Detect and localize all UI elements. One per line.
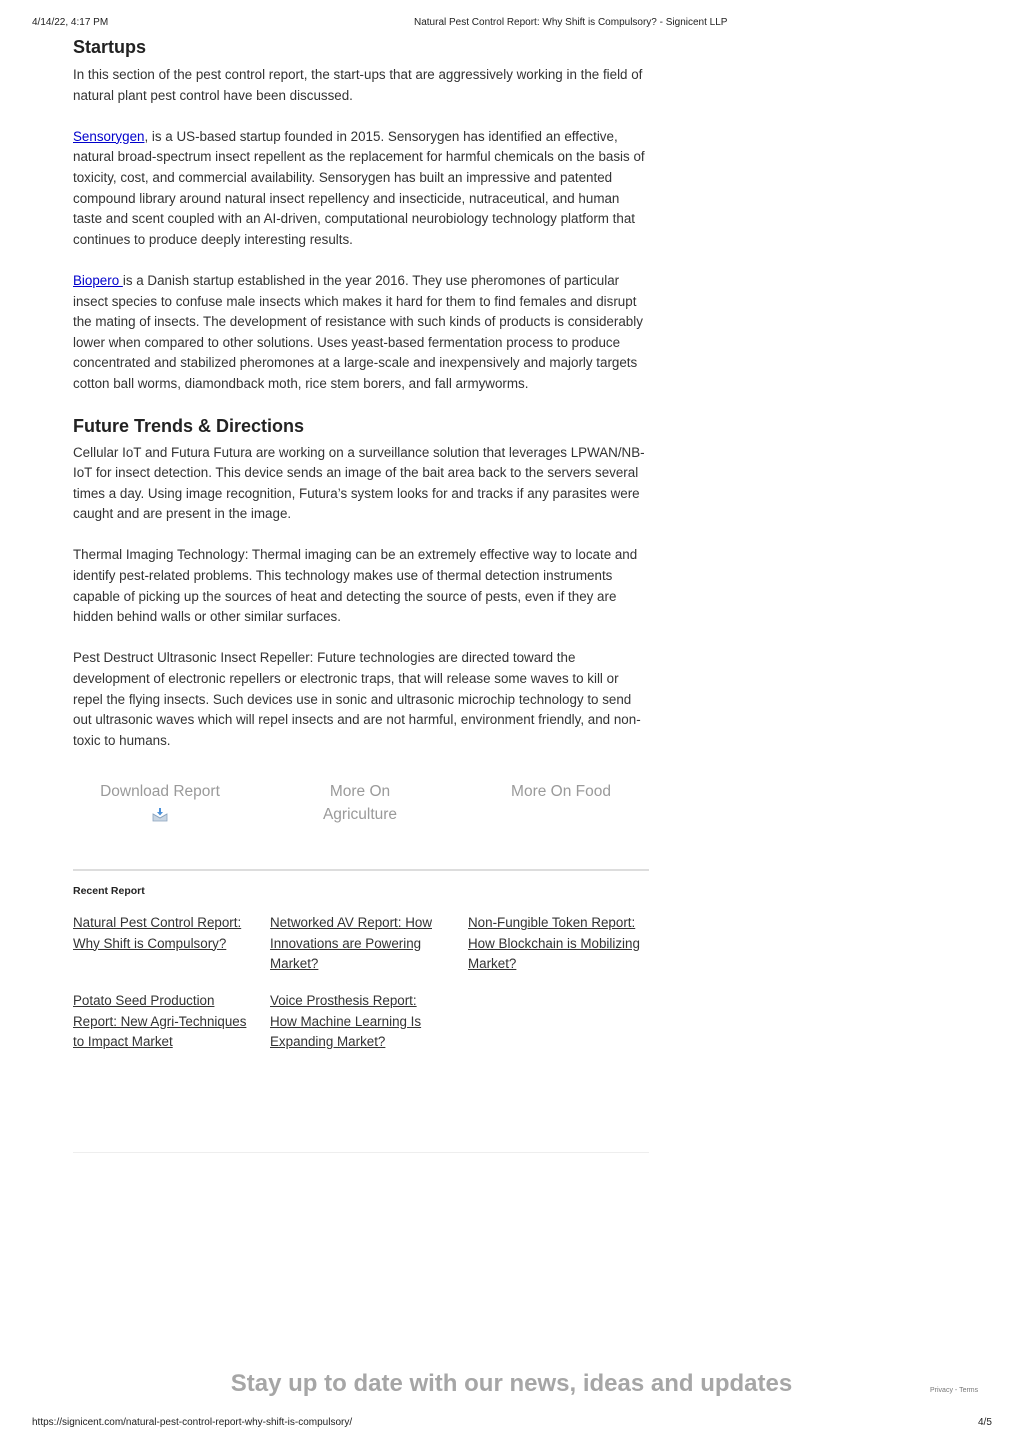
report-actions [73,780,649,830]
futura-paragraph: Cellular IoT and Futura Futura are working on a surveillance solution that leverages LPWAN/NB-IoT for insect detection. This device sends an image of the bait area back to the servers several times a day. Using image recognition, Futura’s system looks for and tracks if any parasites were caught and are present in the image. [73,444,645,522]
recent-divider [73,869,649,871]
sensorygen-text: , is a US-based startup founded in 2015. Sensorygen has identified an effective, natural broad-spectrum insect repellent as the replacement for harmful chemicals on the basis of toxicity, cost, and commercial availability. Sensorygen has built an impressive and patented compound library around natural insect repellency and insecticide, nutraceutical, and human taste and scent coupled with an AI-driven, computational neurobiology technology platform that continues to produce deeply interesting results. [73,128,645,247]
more-on-agriculture-line1: More On [329,783,391,800]
more-on-agriculture-button[interactable] [285,780,435,826]
more-on-food-button[interactable] [485,780,637,803]
recent-report-link-networked-av[interactable]: Networked AV Report: How Innovations are Powering Market? [270,915,432,971]
footer-divider [73,1152,649,1153]
more-on-agriculture-line2: Agriculture [322,806,398,823]
ultrasonic-repeller-paragraph: Pest Destruct Ultrasonic Insect Repeller: Future technologies are directed toward the development of electronic repellers or electronic traps, that will release some waves to kill or repel the flying insects. Such devices use in sonic and ultrasonic microchip technology to send out ultrasonic waves which will repel insects and are not harmful, environment friendly, and non-toxic to humans. [73,650,641,748]
biopero-link[interactable]: Biopero [73,272,123,288]
future-trends-heading: Future Trends & Directions [73,415,305,436]
terms-link[interactable]: Terms [959,1387,979,1394]
download-report-label: Download Report [100,783,220,800]
sensorygen-link[interactable]: Sensorygen [73,128,145,144]
privacy-link[interactable]: Privacy [930,1387,953,1394]
article-content [73,35,649,751]
sensorygen-paragraph [73,127,649,251]
recent-report-heading: Recent Report [73,885,145,897]
thermal-imaging-paragraph: Thermal Imaging Technology: Thermal imaging can be an extremely effective way to locate and identify pest-related problems. This technology makes use of thermal detection instruments capable of picking up the sources of heat and detecting the source of pests, even if they are hidden behind walls or other similar surfaces. [73,547,638,625]
print-page-number: 4/5 [978,1417,992,1428]
biopero-paragraph [73,271,649,395]
recaptcha-links [930,1387,978,1394]
download-report-button[interactable] [85,780,235,826]
recent-report-link-voice-prosthesis[interactable]: Voice Prosthesis Report: How Machine Learning Is Expanding Market? [270,993,422,1049]
print-datetime: 4/14/22, 4:17 PM [32,17,109,28]
more-on-food-label: More On Food [511,783,611,800]
newsletter-heading: Stay up to date with our news, ideas and updates [230,1370,793,1397]
print-page-title: Natural Pest Control Report: Why Shift is Compulsory? - Signicent LLP [414,17,728,28]
startups-intro: In this section of the pest control report, the start-ups that are aggressively working in the field of natural plant pest control have been discussed. [73,67,643,103]
biopero-text: is a Danish startup established in the year 2016. They use pheromones of particular insect species to confuse male insects which makes it hard for them to find females and disrupt the mating of insects. The development of resistance with such kinds of products is considerably lower when compared to other solutions. Uses yeast-based fermentation process to produce concentrated and stabilized pheromones at a large-scale and inexpensively and majorly targets cotton ball worms, diamondback moth, rice stem borers, and fall armyworms. [73,272,643,391]
print-url: https://signicent.com/natural-pest-control-report-why-shift-is-compulsory/ [32,1417,353,1428]
download-mail-icon [152,808,168,822]
recent-report-link-potato-seed[interactable]: Potato Seed Production Report: New Agri-Techniques to Impact Market [73,993,247,1049]
startups-heading: Startups [73,37,147,57]
recaptcha-separator: - [952,1387,960,1394]
recent-report-link-natural-pest-control[interactable]: Natural Pest Control Report: Why Shift is Compulsory? [73,915,242,951]
recent-report-link-non-fungible-token[interactable]: Non-Fungible Token Report: How Blockchain is Mobilizing Market? [468,915,640,971]
